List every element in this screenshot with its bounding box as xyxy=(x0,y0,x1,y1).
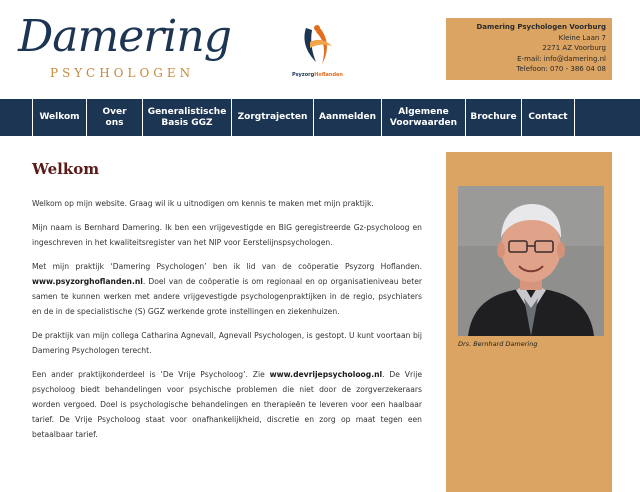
site-header xyxy=(0,0,640,98)
page-title: Welkom xyxy=(32,160,100,178)
address-city: 2271 AZ Voorburg xyxy=(542,44,606,52)
nav-ggz-line-1: Generalistische xyxy=(147,106,227,117)
logo-subtitle: PSYCHOLOGEN xyxy=(50,66,195,80)
vrije-text-start: Een ander praktijkonderdeel is ‘De Vrije Psycholoog’. Zie xyxy=(32,370,270,379)
address-email[interactable]: E-mail: info@damering.nl xyxy=(517,54,606,63)
main-navigation xyxy=(0,99,640,136)
sidebar xyxy=(446,152,612,492)
nav-zorgtrajecten-label: Zorgtrajecten xyxy=(237,112,308,122)
nav-brochure-label: Brochure xyxy=(470,112,517,122)
partner-text-hoflanden: Hoflanden xyxy=(314,72,343,78)
portrait-photo xyxy=(458,186,604,336)
address-phone: Telefoon: 070 - 386 04 08 xyxy=(516,65,606,73)
logo-wordmark: Damering xyxy=(18,11,231,62)
nav-contact-label: Contact xyxy=(528,112,568,122)
vrije-psycholoog-paragraph xyxy=(32,367,422,442)
psyzorg-link[interactable]: www.psyzorghoflanden.nl xyxy=(32,277,143,286)
nav-voorwaarden-line-2: Voorwaarden xyxy=(389,117,458,128)
vrije-text-end: . De Vrije psycholoog biedt behandelingen voor psychische problemen die niet door de zorgverzekeraars worden vergoed. Doel is psychologische behandelingen en therapieën te leveren voor een haalbaar tarief. De Vrije Psycholoog staat voor onafhankelijkheid, discretie en zorg op maat tegen een betaalbaar tarief. xyxy=(32,370,422,439)
nav-voorwaarden-line-1: Algemene xyxy=(398,106,449,117)
nav-ggz-label xyxy=(148,107,227,129)
partner-figure-icon xyxy=(292,22,342,72)
address-company: Damering Psychologen Voorburg xyxy=(476,23,606,31)
nav-welkom-label: Welkom xyxy=(39,112,80,122)
intro-paragraph: Welkom op mijn website. Graag wil ik u uitnodigen om kennis te maken met mijn praktijk. xyxy=(32,199,374,208)
psyzorg-hoflanden-logo[interactable] xyxy=(292,22,342,82)
nav-algemene-voorwaarden[interactable] xyxy=(381,99,465,136)
nav-welkom[interactable] xyxy=(32,99,86,136)
portrait-illustration xyxy=(458,186,604,336)
damering-logo[interactable] xyxy=(18,11,231,92)
nav-over-ons-label: Over ons xyxy=(102,106,127,128)
nav-over-ons[interactable] xyxy=(86,99,142,136)
colleague-paragraph: De praktijk van mijn collega Catharina Agnevall, Agnevall Psychologen, is gestopt. U kunt voortaan bij Damering Psychologen terecht. xyxy=(32,331,422,355)
main-content xyxy=(32,150,422,451)
nav-contact[interactable] xyxy=(521,99,575,136)
cooperative-text-start: Met mijn praktijk ‘Damering Psychologen’ ben ik lid van de coöperatie Psyzorg Hoflanden. xyxy=(32,262,422,271)
nav-ggz-line-2: Basis GGZ xyxy=(161,117,213,128)
nav-brochure[interactable] xyxy=(465,99,521,136)
address-box xyxy=(446,18,612,80)
partner-logo-text xyxy=(292,72,342,78)
about-paragraph: Mijn naam is Bernhard Damering. Ik ben een vrijgevestigde en BIG geregistreerde Gz-psycholoog en ingeschreven in het kwaliteitsregister van het NIP voor Eerstelijnspsychologen. xyxy=(32,223,422,247)
nav-aanmelden[interactable] xyxy=(313,99,381,136)
devrijepsycholoog-link[interactable]: www.devrijepsycholoog.nl xyxy=(269,370,383,379)
cooperative-paragraph xyxy=(32,259,422,319)
nav-voorwaarden-label xyxy=(390,107,457,129)
nav-zorgtrajecten[interactable] xyxy=(231,99,313,136)
nav-spacer xyxy=(0,99,32,136)
address-street: Kleine Laan 7 xyxy=(558,33,606,42)
nav-generalistische-basis-ggz[interactable] xyxy=(142,99,231,136)
photo-caption: Drs. Bernhard Damering xyxy=(458,340,538,348)
nav-aanmelden-label: Aanmelden xyxy=(319,112,376,122)
partner-text-psyzorg: Psyzorg xyxy=(292,72,315,78)
cooperative-text-end: . Doel van de coöperatie is om regionaal en op organisatieniveau beter samen te kunnen werken met andere vrijgevestigde psychologenpraktijken in de regio, psychiaters en de in de specialistische (S) GGZ werkende grote instellingen en ziekenhuizen. xyxy=(32,277,422,316)
